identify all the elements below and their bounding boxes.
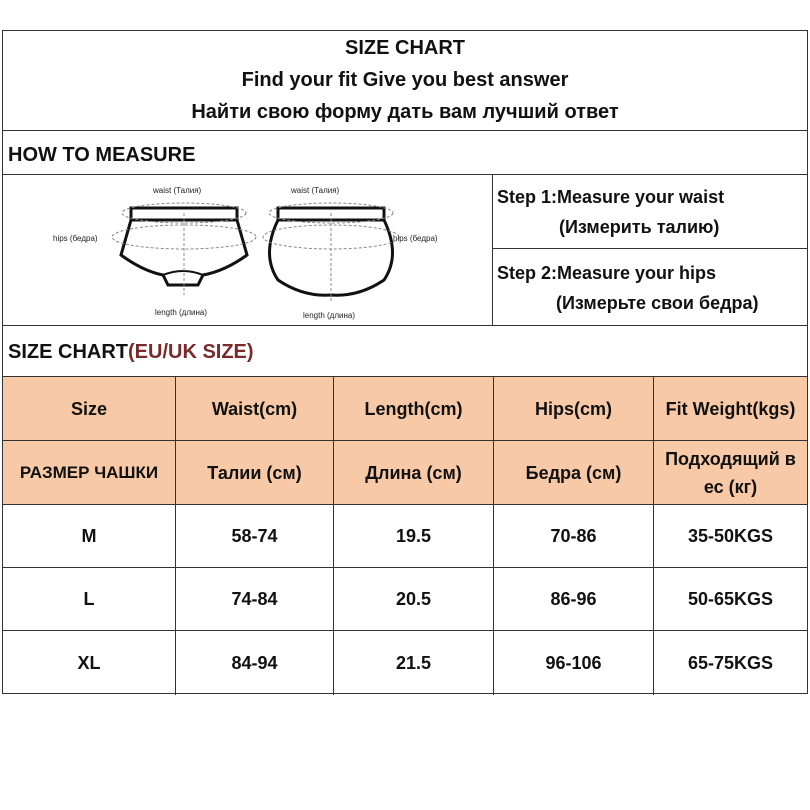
header-length-ru: Длина (см) [334, 441, 494, 504]
step-2 [493, 249, 807, 325]
step-2-en: Step 2:Measure your hips [497, 263, 717, 283]
header-weight: Fit Weight(kgs) [665, 398, 796, 419]
hips-cell: 96-106 [494, 631, 654, 695]
waist-cell: 58-74 [176, 505, 334, 567]
waist-cell: 74-84 [176, 568, 334, 630]
length-cell: 19.5 [334, 505, 494, 567]
header-weight-ru: Подходящий в ес (кг) [665, 448, 796, 497]
hips-cell: 70-86 [494, 505, 654, 567]
size-chart-title-suffix: (EU/UK SIZE) [128, 341, 254, 363]
header [3, 31, 807, 131]
waist-label-front: waist (Талия) [153, 186, 202, 195]
waist-label-back: waist (Талия) [291, 186, 340, 195]
hips-label-back: hips (бедра) [393, 234, 438, 243]
weight-cell: 65-75KGS [687, 653, 774, 673]
waist-cell: 84-94 [176, 631, 334, 695]
weight-cell: 35-50KGS [687, 526, 774, 546]
length-cell: 21.5 [334, 631, 494, 695]
subtitle-en: Find your fit Give you best answer [241, 69, 569, 91]
hips-label-front: hips (бедра) [53, 234, 98, 243]
how-to-measure-heading [3, 131, 807, 175]
header-waist: Waist(cm) [176, 377, 334, 440]
briefs-front-drawing [53, 186, 256, 317]
measure-section [3, 175, 807, 326]
size-chart-title: SIZE CHART [8, 341, 128, 363]
step-1-ru: (Измерить талию) [559, 217, 720, 237]
step-2-ru: (Измерьте свои бедра) [556, 293, 759, 313]
table-row [3, 568, 807, 631]
length-cell: 20.5 [334, 568, 494, 630]
subtitle-ru: Найти свою форму дать вам лучший ответ [191, 101, 619, 123]
size-cell: M [3, 505, 176, 567]
header-hips: Hips(cm) [494, 377, 654, 440]
measure-steps [493, 175, 807, 325]
measure-illustration [3, 175, 493, 325]
size-chart-frame [2, 30, 808, 694]
header-size-ru: РАЗМЕР ЧАШКИ [3, 441, 176, 504]
table-header-ru [3, 441, 807, 505]
length-label-back: length (длина) [303, 311, 356, 320]
length-label-front: length (длина) [155, 308, 208, 317]
header-hips-ru: Бедра (см) [494, 441, 654, 504]
header-length: Length(cm) [334, 377, 494, 440]
size-cell: L [3, 568, 176, 630]
table-row [3, 631, 807, 695]
hips-cell: 86-96 [494, 568, 654, 630]
table-header-en [3, 377, 807, 441]
header-size: Size [3, 377, 176, 440]
size-chart-heading [3, 326, 807, 377]
page-title: SIZE CHART [345, 37, 465, 59]
underwear-diagram [3, 175, 493, 325]
step-1-en: Step 1:Measure your waist [497, 187, 725, 207]
table-row [3, 505, 807, 568]
how-to-measure-title: HOW TO MEASURE [8, 144, 196, 166]
header-waist-ru: Талии (см) [176, 441, 334, 504]
step-1 [493, 175, 807, 249]
weight-cell: 50-65KGS [687, 589, 774, 609]
size-cell: XL [3, 631, 176, 695]
briefs-back-drawing [263, 186, 438, 320]
